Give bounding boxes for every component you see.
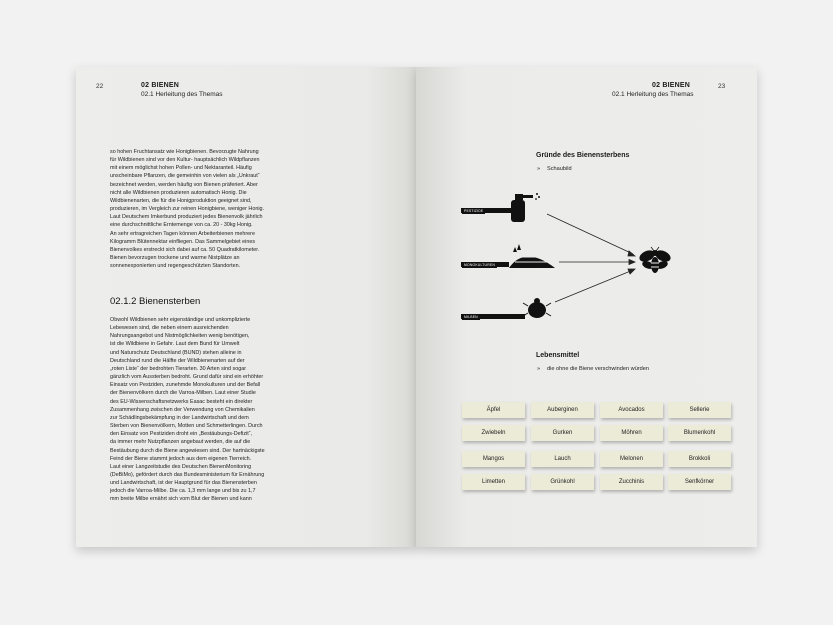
text-line: zur Schädlingsbekämpfung in der Landwirtschaft und dem — [110, 414, 249, 421]
tag-pestizide: PESTIZIDE — [464, 209, 484, 213]
food-chip: Gurken — [531, 425, 594, 441]
text-line: und Landwirtschaft, ist der Hauptgrund für das Bienensterben — [110, 480, 257, 487]
left-section-title: 02.1 Herleitung des Themas — [141, 91, 223, 98]
paragraph-bienensterben — [110, 316, 310, 504]
text-line: Obwohl Wildbienen sehr eigenständige und unkomplizierte — [110, 317, 251, 323]
right-chapter-title: 02 BIENEN — [652, 82, 690, 89]
text-line: und Naturschutz Deutschland (BUND) stehen alleine in — [110, 349, 242, 356]
reasons-heading: Gründe des Bienensterbens — [536, 152, 630, 159]
text-line: Laut einer Langzeitstudie des Deutschen BienenMonitoring — [110, 463, 252, 470]
food-chip: Äpfel — [462, 402, 525, 418]
text-line: mm breite Milbe ernährt sich vom Blut der Bienen und kann — [110, 496, 252, 503]
text-line: den Einsatz von Pestiziden droht ein „Bestäubungs-Defizit“, — [110, 431, 253, 438]
section-subheading: 02.1.2 Bienensterben — [110, 296, 201, 307]
food-bullet: » — [537, 366, 541, 372]
text-line: so hohen Fruchtansatz wie Honigbienen. Bevorzugte Nahrung — [110, 149, 259, 155]
reasons-sub: Schaubild — [547, 166, 572, 172]
text-line: mit einem möglichst hohen Pollen- und Nektaranteil. Häufig — [110, 165, 252, 172]
food-chip: Sellerie — [668, 402, 731, 418]
food-heading: Lebensmittel — [536, 352, 580, 359]
arrow-monokulturen — [559, 260, 635, 265]
text-line: Laut Deutschem Imkerbund produziert jedes Bienenvolk jährlich — [110, 214, 263, 221]
food-chip: Möhren — [600, 425, 663, 441]
text-line: Bienen bevorzugen trockene und warme Nistplätze an — [110, 255, 240, 262]
text-line: jedoch die Varroa-Milbe. Die ca. 1,3 mm lange und bis zu 1,7 — [110, 488, 256, 495]
tag-milben: MILBEN — [464, 315, 478, 319]
text-line: Einsatz von Pestziden, zunehmde Monokulturen und der Befall — [110, 382, 261, 389]
food-chip: Grünkohl — [531, 474, 594, 490]
arrow-milben — [555, 269, 635, 302]
text-line: An sehr ertragreichen Tagen können Arbeiterbienen mehrere — [110, 230, 255, 237]
food-chip: Blumenkohl — [668, 425, 731, 441]
paragraph-intro — [110, 148, 310, 270]
food-chip: Mangos — [462, 451, 525, 467]
food-chip: Brokkoli — [668, 451, 731, 467]
text-line: produzieren, im Vergleich zur reinen Honigbiene, weniger Honig. — [110, 206, 265, 213]
text-line: des EU-Wissenschaftsnetzwerks Easac besteht ein direkter — [110, 398, 253, 405]
food-chip: Auberginen — [531, 402, 594, 418]
text-line: „roten Liste“ der bedrohten Tierarten. 30 Arten sind sogar — [110, 365, 247, 372]
text-line: da immer mehr Nutzpflanzen angebaut werden, die auf die — [110, 439, 251, 446]
right-section-title: 02.1 Herleitung des Themas — [612, 91, 694, 98]
food-chip: Senfkörner — [668, 474, 731, 490]
text-line: Nahrungsangebot und Nistmöglichkeiten wenig benötigen, — [110, 333, 250, 340]
text-line: (DeBiMo), gefördert durch das Bundesministerium für Ernährung — [110, 471, 265, 478]
text-line: unscheinbare Pflanzen, die gemeinhin von vielen als „Unkraut“ — [110, 173, 260, 180]
text-line: bezeichnet werden, werden häufig von Bienen präferiert. Aber — [110, 181, 258, 188]
food-chip: Zucchinis — [600, 474, 663, 490]
food-chip: Limetten — [462, 474, 525, 490]
tag-monokulturen: MONOKULTUREN — [464, 263, 495, 267]
text-line: Kilogramm Blütennektar einfliegen. Das Sammelgebiet eines — [110, 238, 256, 245]
food-chip: Lauch — [531, 451, 594, 467]
text-line: gänzlich vom Aussterben bedroht. Grund dafür sind ein erhöhter — [110, 374, 264, 381]
text-line: Zusammenhang zwischen der Verwendung von Chemikalien — [110, 406, 255, 413]
food-chip: Zwiebeln — [462, 425, 525, 441]
text-line: ist die Wildbiene in Gefahr. Laut dem Bund für Umwelt — [110, 341, 240, 348]
text-line: Sterben von Bienenvölkern, Motten und Schmetterlingen. Durch — [110, 423, 263, 430]
text-line: der Bienenvölkern durch die Varroa-Milben. Laut einer Studie — [110, 390, 256, 397]
text-line: für Wildbienen sind vor den Kultur- hauptsächlich Wildpflanzen — [110, 157, 260, 164]
text-line: Lebewesen sind, die neben einem ausreichenden — [110, 325, 229, 332]
bee-decline-diagram — [455, 190, 705, 330]
text-line: sonnenexponierten und regengeschützten Standorten. — [110, 263, 241, 270]
food-chip: Melonen — [600, 451, 663, 467]
left-chapter-title: 02 BIENEN — [141, 82, 179, 89]
food-sub: die ohne die Biene verschwinden würden — [547, 366, 649, 372]
text-line: Bienenvolkes erstreckt sich dabei auf ca. 50 Quadratkilometer. — [110, 246, 260, 253]
arrow-pestizide — [547, 214, 635, 256]
left-page-number: 22 — [96, 83, 104, 90]
text-line: nicht alle Wildbienen produzieren automatisch Honig. Die — [110, 189, 247, 196]
text-line: Bestäubung durch die Biene angewiesen sind. Der hartnäckigste — [110, 447, 265, 454]
food-chip: Avocados — [600, 402, 663, 418]
text-line: Deutschland rund die Hälfte der Wildbienenarten auf der — [110, 357, 245, 364]
reasons-bullet: » — [537, 166, 541, 172]
text-line: Feind der Biene stammt jedoch aus dem eigenen Tierreich. — [110, 455, 252, 462]
right-page-number: 23 — [718, 83, 726, 90]
bee-icon — [638, 247, 673, 273]
text-line: eine durchschnittliche Erntemenge von ca. 20 - 30kg Honig. — [110, 222, 253, 229]
text-line: Wildbienenarten, die für die Honigproduktion geeignet sind, — [110, 197, 252, 204]
